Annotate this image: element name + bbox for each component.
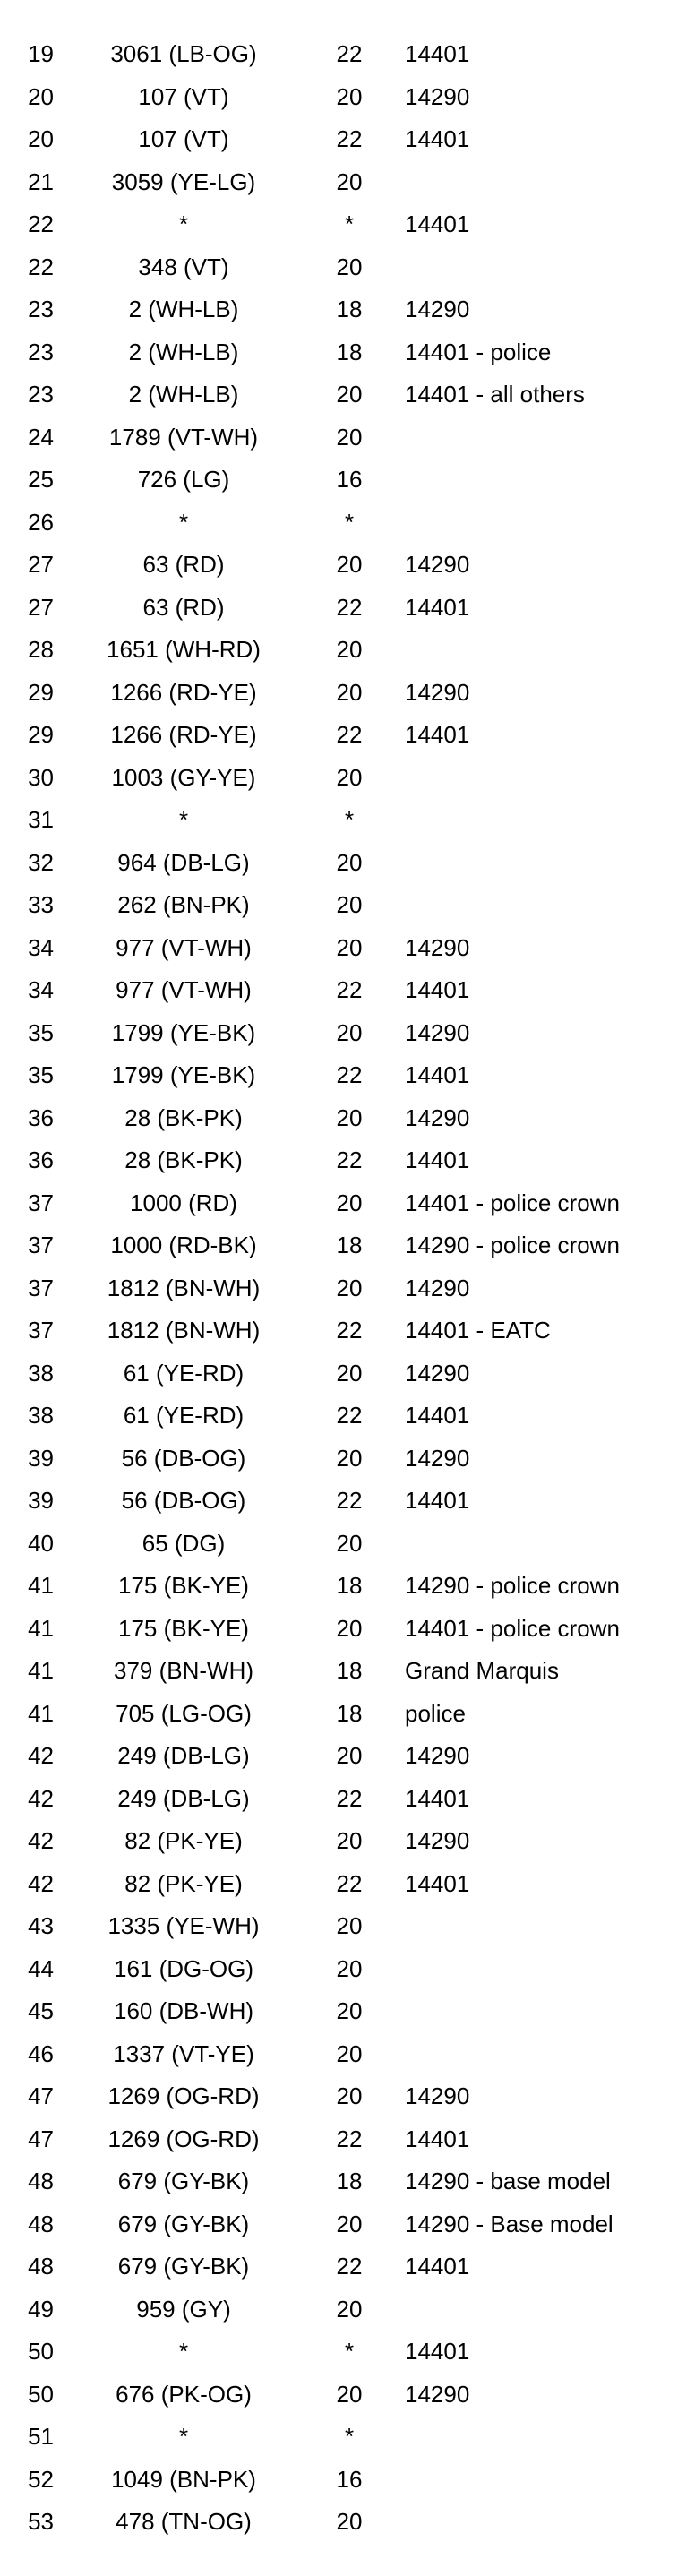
circuit-color-cell: 1000 (RD-BK) [110, 1232, 257, 1258]
table-row [0, 842, 695, 885]
wire-gauge-cell: * [344, 2423, 355, 2450]
circuit-color-cell: 160 (DB-WH) [113, 1997, 253, 2024]
pin-number-cell: 29 [28, 721, 54, 748]
circuit-color-cell: 1335 (YE-WH) [107, 1912, 260, 1939]
pin-number-cell: 23 [28, 381, 54, 408]
pin-number-cell: 47 [28, 2082, 54, 2109]
circuit-color-cell: 676 (PK-OG) [116, 2380, 252, 2408]
table-row [0, 1693, 695, 1736]
pin-number-cell: 50 [28, 2338, 54, 2365]
wire-gauge-cell: 20 [336, 1954, 363, 1982]
table-row [0, 1565, 695, 1608]
harness-note-cell: 14401 [405, 976, 470, 1003]
table-row [0, 161, 695, 204]
harness-note-cell [385, 2501, 695, 2544]
harness-note-cell: 14401 [405, 593, 470, 621]
wire-gauge-cell: 20 [336, 2508, 363, 2535]
pin-number-cell: 24 [28, 423, 54, 451]
circuit-color-cell: 679 (GY-BK) [117, 2253, 250, 2280]
harness-note-cell: 14401 [405, 2253, 470, 2280]
wire-gauge-cell: 20 [336, 1614, 363, 1642]
table-row [0, 1905, 695, 1948]
pin-number-cell: 35 [28, 1018, 54, 1046]
harness-note-cell [385, 884, 695, 927]
harness-note-cell: 14290 [405, 82, 470, 110]
harness-note-cell: 14290 [405, 1103, 470, 1131]
harness-note-cell: 14401 [405, 1146, 470, 1173]
wire-gauge-cell: 20 [336, 1912, 363, 1939]
table-row [0, 1608, 695, 1651]
table-row [0, 502, 695, 545]
circuit-color-cell: 1651 (WH-RD) [107, 636, 261, 663]
pin-number-cell: 46 [28, 2039, 54, 2067]
table-row [0, 2118, 695, 2161]
wire-gauge-cell: 20 [336, 2039, 363, 2067]
harness-note-cell [385, 2416, 695, 2459]
wire-gauge-cell: 22 [336, 1784, 363, 1812]
pin-number-cell: 20 [28, 125, 54, 152]
pin-number-cell: 44 [28, 1954, 54, 1982]
table-row [0, 714, 695, 757]
circuit-color-cell: 61 (YE-RD) [123, 1359, 245, 1387]
wire-gauge-cell: 20 [336, 891, 363, 918]
circuit-color-cell: 65 (DG) [142, 1529, 226, 1557]
wire-gauge-cell: 18 [336, 296, 363, 322]
pin-number-cell: 37 [28, 1232, 54, 1258]
pin-number-cell: 36 [28, 1146, 54, 1173]
pin-number-cell: 22 [28, 253, 54, 280]
harness-note-cell [385, 246, 695, 289]
harness-note-cell: 14290 [405, 296, 470, 322]
pin-number-cell: 52 [28, 2465, 54, 2493]
harness-note-cell [385, 1948, 695, 1991]
wire-gauge-cell: 20 [336, 423, 363, 451]
circuit-color-cell: 61 (YE-RD) [123, 1402, 245, 1429]
circuit-color-cell: 3061 (LB-OG) [110, 40, 257, 67]
wire-gauge-cell: 18 [336, 1572, 363, 1599]
harness-note-cell: 14290 [405, 2082, 470, 2109]
harness-note-cell [385, 161, 695, 204]
harness-note-cell [385, 629, 695, 672]
table-row [0, 884, 695, 927]
table-row [0, 2033, 695, 2076]
pin-number-cell: 20 [28, 82, 54, 110]
circuit-color-cell: 1799 (YE-BK) [111, 1061, 256, 1088]
pin-number-cell: 23 [28, 338, 54, 365]
table-row [0, 544, 695, 587]
wire-gauge-cell: 18 [336, 1232, 363, 1258]
wire-gauge-cell: 20 [336, 1274, 363, 1301]
table-row [0, 1820, 695, 1863]
pin-number-cell: 48 [28, 2168, 54, 2194]
table-row [0, 1990, 695, 2033]
table-row [0, 331, 695, 374]
circuit-color-cell: 379 (BN-WH) [113, 1657, 253, 1684]
pin-number-cell: 41 [28, 1614, 54, 1642]
circuit-color-cell: * [178, 806, 189, 833]
table-row [0, 118, 695, 161]
wire-gauge-cell: 20 [336, 2380, 363, 2408]
wire-gauge-cell: 22 [336, 2253, 363, 2280]
wire-gauge-cell: 20 [336, 1018, 363, 1046]
pin-number-cell: 33 [28, 891, 54, 918]
wire-gauge-cell: * [344, 508, 355, 536]
circuit-color-cell: 679 (GY-BK) [117, 2168, 250, 2194]
table-row [0, 1309, 695, 1352]
table-row [0, 629, 695, 672]
harness-note-cell: Grand Marquis [405, 1657, 559, 1684]
wire-gauge-cell: 20 [336, 1997, 363, 2024]
table-row [0, 587, 695, 630]
table-row [0, 1224, 695, 1267]
wire-gauge-cell: 20 [336, 1529, 363, 1557]
table-row [0, 1395, 695, 1438]
pin-number-cell: 34 [28, 976, 54, 1003]
table-row [0, 757, 695, 800]
harness-note-cell [385, 1990, 695, 2033]
circuit-color-cell: 28 (BK-PK) [124, 1146, 243, 1173]
pin-number-cell: 31 [28, 806, 54, 833]
harness-note-cell: 14290 [405, 678, 470, 706]
table-row [0, 2374, 695, 2417]
harness-note-cell [385, 502, 695, 545]
pin-number-cell: 37 [28, 1274, 54, 1301]
circuit-color-cell: 478 (TN-OG) [116, 2508, 252, 2535]
circuit-color-cell: 1789 (VT-WH) [108, 423, 259, 451]
pin-number-cell: 39 [28, 1444, 54, 1472]
pin-number-cell: 35 [28, 1061, 54, 1088]
harness-note-cell [385, 2288, 695, 2331]
circuit-color-cell: 249 (DB-LG) [117, 1742, 250, 1769]
wire-gauge-cell: 20 [336, 2082, 363, 2109]
harness-note-cell: 14401 [405, 210, 470, 237]
table-row [0, 416, 695, 459]
harness-note-cell [385, 459, 695, 502]
wire-gauge-cell: 20 [336, 1444, 363, 1472]
table-row [0, 1735, 695, 1778]
wire-gauge-cell: 22 [336, 1146, 363, 1173]
wire-gauge-cell: 22 [336, 1402, 363, 1429]
harness-note-cell: 14401 - EATC [405, 1317, 551, 1344]
pin-number-cell: 21 [28, 167, 54, 195]
harness-note-cell: 14290 [405, 1274, 470, 1301]
wire-gauge-cell: 18 [336, 2168, 363, 2194]
pin-number-cell: 38 [28, 1402, 54, 1429]
table-row [0, 1097, 695, 1140]
table-row [0, 672, 695, 715]
table-row [0, 2203, 695, 2246]
circuit-color-cell: 1799 (YE-BK) [111, 1018, 256, 1046]
wire-gauge-cell: * [344, 806, 355, 833]
pin-number-cell: 53 [28, 2508, 54, 2535]
wire-gauge-cell: 20 [336, 253, 363, 280]
circuit-color-cell: 977 (VT-WH) [116, 976, 252, 1003]
table-row [0, 2075, 695, 2118]
pin-number-cell: 25 [28, 466, 54, 493]
wire-gauge-cell: 20 [336, 2295, 363, 2323]
wire-gauge-cell: 20 [336, 551, 363, 578]
table-row [0, 1523, 695, 1566]
wire-gauge-cell: 22 [336, 1487, 363, 1514]
circuit-color-cell: 1003 (GY-YE) [111, 763, 256, 791]
harness-note-cell: 14290 - police crown [405, 1572, 620, 1599]
harness-note-cell [385, 799, 695, 842]
harness-note-cell [385, 757, 695, 800]
table-row [0, 1778, 695, 1821]
harness-note-cell: 14290 [405, 2380, 470, 2408]
circuit-color-cell: 1049 (BN-PK) [111, 2465, 256, 2493]
harness-note-cell [385, 2459, 695, 2502]
circuit-color-cell: 175 (BK-YE) [118, 1614, 249, 1642]
wire-gauge-cell: 22 [336, 125, 363, 152]
wire-gauge-cell: 20 [336, 1827, 363, 1854]
pin-number-cell: 42 [28, 1827, 54, 1854]
table-row [0, 1012, 695, 1055]
harness-note-cell: 14401 [405, 2125, 470, 2152]
table-row [0, 1480, 695, 1523]
pin-number-cell: 38 [28, 1359, 54, 1387]
connector-pinout-table [0, 33, 695, 2544]
wire-gauge-cell: 18 [336, 1657, 363, 1684]
table-row [0, 1054, 695, 1097]
pin-number-cell: 42 [28, 1742, 54, 1769]
table-row [0, 1267, 695, 1310]
harness-note-cell: 14290 [405, 1018, 470, 1046]
harness-note-cell: 14401 - police crown [405, 1189, 620, 1216]
pin-number-cell: 32 [28, 848, 54, 876]
harness-note-cell: 14290 [405, 1742, 470, 1769]
circuit-color-cell: 28 (BK-PK) [124, 1103, 243, 1131]
harness-note-cell: 14401 [405, 2338, 470, 2365]
table-row [0, 246, 695, 289]
pin-number-cell: 42 [28, 1784, 54, 1812]
circuit-color-cell: 107 (VT) [138, 125, 229, 152]
table-row [0, 459, 695, 502]
pin-number-cell: 47 [28, 2125, 54, 2152]
table-row [0, 203, 695, 246]
wire-gauge-cell: 20 [336, 381, 363, 408]
harness-note-cell: police [405, 1699, 466, 1727]
circuit-color-cell: 705 (LG-OG) [116, 1699, 252, 1727]
harness-note-cell: 14290 [405, 933, 470, 961]
table-row [0, 76, 695, 119]
circuit-color-cell: 161 (DG-OG) [113, 1954, 254, 1982]
circuit-color-cell: 1266 (RD-YE) [110, 721, 257, 748]
wire-gauge-cell: 22 [336, 976, 363, 1003]
pin-number-cell: 37 [28, 1317, 54, 1344]
circuit-color-cell: * [178, 508, 189, 536]
wire-gauge-cell: 20 [336, 678, 363, 706]
table-row [0, 1352, 695, 1395]
harness-note-cell: 14290 [405, 1827, 470, 1854]
circuit-color-cell: 1269 (OG-RD) [107, 2125, 260, 2152]
wire-gauge-cell: 20 [336, 848, 363, 876]
pinout-rows [0, 33, 695, 2544]
pin-number-cell: 45 [28, 1997, 54, 2024]
wire-gauge-cell: 22 [336, 2125, 363, 2152]
wire-gauge-cell: * [344, 2338, 355, 2365]
circuit-color-cell: 2 (WH-LB) [128, 296, 239, 322]
wire-gauge-cell: 22 [336, 1317, 363, 1344]
pin-number-cell: 41 [28, 1572, 54, 1599]
circuit-color-cell: * [178, 2423, 189, 2450]
harness-note-cell: 14401 - police [405, 338, 552, 365]
wire-gauge-cell: 18 [336, 338, 363, 365]
harness-note-cell: 14290 - Base model [405, 2210, 613, 2237]
table-row [0, 2160, 695, 2203]
harness-note-cell [385, 842, 695, 885]
wire-gauge-cell: 20 [336, 1189, 363, 1216]
harness-note-cell: 14401 [405, 1402, 470, 1429]
wire-gauge-cell: 20 [336, 1742, 363, 1769]
harness-note-cell: 14401 [405, 40, 470, 67]
wire-gauge-cell: 22 [336, 721, 363, 748]
table-row [0, 288, 695, 331]
pin-number-cell: 49 [28, 2295, 54, 2323]
circuit-color-cell: 1269 (OG-RD) [107, 2082, 260, 2109]
wire-gauge-cell: 20 [336, 933, 363, 961]
circuit-color-cell: 977 (VT-WH) [116, 933, 252, 961]
pin-number-cell: 36 [28, 1103, 54, 1131]
circuit-color-cell: 56 (DB-OG) [121, 1444, 246, 1472]
harness-note-cell: 14290 - base model [405, 2168, 611, 2194]
harness-note-cell: 14290 [405, 1359, 470, 1387]
table-row [0, 1438, 695, 1481]
circuit-color-cell: 1000 (RD) [130, 1189, 237, 1216]
pin-number-cell: 51 [28, 2423, 54, 2450]
circuit-color-cell: 82 (PK-YE) [124, 1827, 243, 1854]
circuit-color-cell: 82 (PK-YE) [124, 1869, 243, 1897]
pin-number-cell: 41 [28, 1699, 54, 1727]
pin-number-cell: 19 [28, 40, 54, 67]
table-row [0, 33, 695, 76]
table-row [0, 374, 695, 416]
circuit-color-cell: 964 (DB-LG) [117, 848, 250, 876]
circuit-color-cell: 348 (VT) [138, 253, 229, 280]
wire-gauge-cell: 20 [336, 763, 363, 791]
wire-gauge-cell: 20 [336, 167, 363, 195]
circuit-color-cell: 63 (RD) [142, 551, 225, 578]
wire-gauge-cell: 16 [336, 2465, 363, 2493]
table-row [0, 1948, 695, 1991]
harness-note-cell [385, 1523, 695, 1566]
circuit-color-cell: 1812 (BN-WH) [107, 1317, 261, 1344]
harness-note-cell: 14401 - police crown [405, 1614, 620, 1642]
pin-number-cell: 42 [28, 1869, 54, 1897]
wire-gauge-cell: 22 [336, 1061, 363, 1088]
circuit-color-cell: 249 (DB-LG) [117, 1784, 250, 1812]
circuit-color-cell: 959 (GY) [136, 2295, 231, 2323]
harness-note-cell [385, 2033, 695, 2076]
table-row [0, 2501, 695, 2544]
circuit-color-cell: 2 (WH-LB) [128, 381, 239, 408]
table-row [0, 2331, 695, 2374]
harness-note-cell: 14401 [405, 721, 470, 748]
pin-number-cell: 39 [28, 1487, 54, 1514]
wire-gauge-cell: 20 [336, 1359, 363, 1387]
table-row [0, 2416, 695, 2459]
table-row [0, 799, 695, 842]
table-row [0, 1650, 695, 1693]
pin-number-cell: 29 [28, 678, 54, 706]
table-row [0, 2288, 695, 2331]
pin-number-cell: 40 [28, 1529, 54, 1557]
circuit-color-cell: 3059 (YE-LG) [111, 167, 256, 195]
pin-number-cell: 48 [28, 2253, 54, 2280]
circuit-color-cell: * [178, 210, 189, 237]
wire-gauge-cell: 20 [336, 1103, 363, 1131]
pin-number-cell: 43 [28, 1912, 54, 1939]
wire-gauge-cell: 22 [336, 40, 363, 67]
table-row [0, 2459, 695, 2502]
pin-number-cell: 27 [28, 551, 54, 578]
wire-gauge-cell: 22 [336, 593, 363, 621]
harness-note-cell: 14290 [405, 551, 470, 578]
circuit-color-cell: * [178, 2338, 189, 2365]
table-row [0, 927, 695, 970]
pin-number-cell: 34 [28, 933, 54, 961]
wire-gauge-cell: 18 [336, 1699, 363, 1727]
circuit-color-cell: 679 (GY-BK) [117, 2210, 250, 2237]
pin-number-cell: 26 [28, 508, 54, 536]
harness-note-cell: 14401 [405, 1784, 470, 1812]
pin-number-cell: 30 [28, 763, 54, 791]
table-row [0, 1863, 695, 1906]
harness-note-cell: 14401 - all others [405, 381, 585, 408]
harness-note-cell: 14290 - police crown [405, 1232, 620, 1258]
wire-gauge-cell: 20 [336, 636, 363, 663]
circuit-color-cell: 262 (BN-PK) [117, 891, 250, 918]
pin-number-cell: 28 [28, 636, 54, 663]
harness-note-cell [385, 1905, 695, 1948]
circuit-color-cell: 56 (DB-OG) [121, 1487, 246, 1514]
pin-number-cell: 48 [28, 2210, 54, 2237]
circuit-color-cell: 2 (WH-LB) [128, 338, 239, 365]
table-row [0, 969, 695, 1012]
wire-gauge-cell: 22 [336, 1869, 363, 1897]
wire-gauge-cell: * [344, 210, 355, 237]
harness-note-cell [385, 416, 695, 459]
table-row [0, 1139, 695, 1182]
pin-number-cell: 22 [28, 210, 54, 237]
circuit-color-cell: 1337 (VT-YE) [113, 2039, 254, 2067]
harness-note-cell: 14401 [405, 1061, 470, 1088]
wire-gauge-cell: 20 [336, 82, 363, 110]
circuit-color-cell: 175 (BK-YE) [118, 1572, 249, 1599]
circuit-color-cell: 1812 (BN-WH) [107, 1274, 261, 1301]
wire-gauge-cell: 20 [336, 2210, 363, 2237]
harness-note-cell: 14401 [405, 1487, 470, 1514]
pin-number-cell: 23 [28, 296, 54, 322]
pin-number-cell: 41 [28, 1657, 54, 1684]
pin-number-cell: 50 [28, 2380, 54, 2408]
circuit-color-cell: 63 (RD) [142, 593, 225, 621]
table-row [0, 2245, 695, 2288]
circuit-color-cell: 1266 (RD-YE) [110, 678, 257, 706]
pin-number-cell: 27 [28, 593, 54, 621]
harness-note-cell: 14401 [405, 1869, 470, 1897]
harness-note-cell: 14290 [405, 1444, 470, 1472]
table-row [0, 1182, 695, 1225]
pin-number-cell: 37 [28, 1189, 54, 1216]
circuit-color-cell: 726 (LG) [137, 466, 230, 493]
circuit-color-cell: 107 (VT) [138, 82, 229, 110]
wire-gauge-cell: 16 [336, 466, 363, 493]
harness-note-cell: 14401 [405, 125, 470, 152]
